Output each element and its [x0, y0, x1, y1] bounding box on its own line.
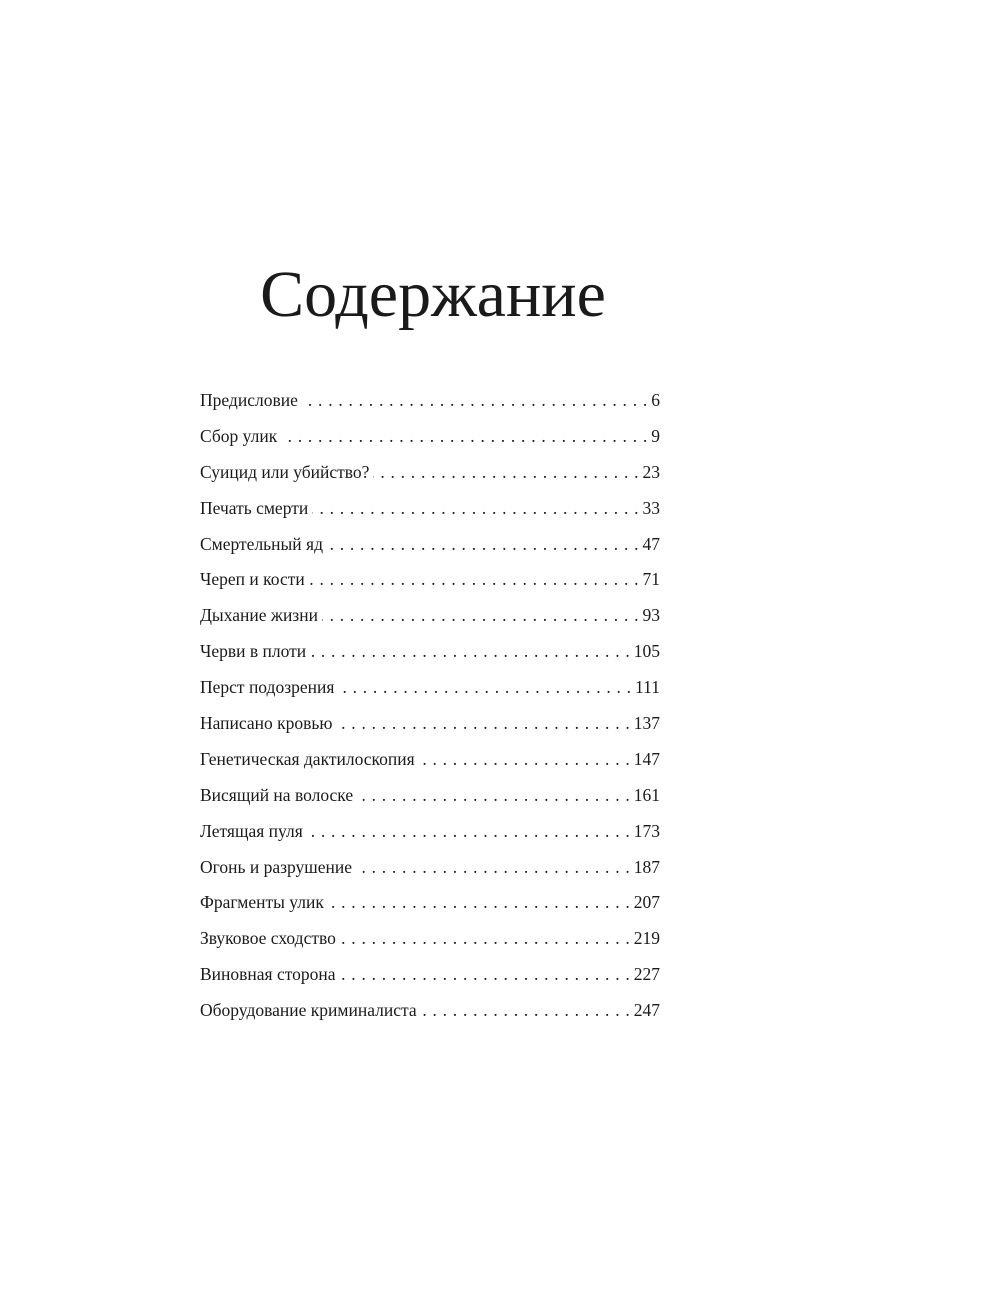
toc-page-number: 207: [633, 892, 660, 913]
dot-leader: [373, 455, 638, 491]
toc-entry: [200, 814, 660, 850]
dot-leader: [338, 670, 631, 706]
toc-entry: [200, 419, 660, 455]
dot-leader: [309, 562, 639, 598]
toc-entry: [200, 598, 660, 634]
toc-page-number: 137: [633, 713, 660, 734]
dot-leader: [312, 491, 638, 527]
toc-page-number: 47: [642, 533, 660, 554]
toc-page-number: 173: [633, 820, 660, 841]
toc-entry: [200, 921, 660, 957]
toc-entry: [200, 993, 660, 1029]
toc-entry-title: Виновная сторона: [200, 964, 336, 985]
toc-entry-title: Смертельный яд: [200, 533, 323, 554]
dot-leader: [336, 706, 629, 742]
toc-entry-title: Фрагменты улик: [200, 892, 324, 913]
toc-entry: [200, 455, 660, 491]
toc-entry-title: Звуковое сходство: [200, 928, 336, 949]
toc-entry: [200, 670, 660, 706]
toc-entry: [200, 634, 660, 670]
dot-leader: [302, 383, 647, 419]
toc-entry-title: Сбор улик: [200, 425, 278, 446]
toc-entry-title: Висящий на волоске: [200, 784, 354, 805]
page-title: Содержание: [260, 258, 606, 331]
toc-entry: [200, 383, 660, 419]
toc-page-number: 111: [635, 677, 660, 698]
dot-leader: [328, 885, 630, 921]
dot-leader: [310, 634, 630, 670]
toc-entry-title: Дыхание жизни: [200, 605, 318, 626]
toc-entry-title: Череп и кости: [200, 569, 305, 590]
toc-page-number: 227: [633, 964, 660, 985]
dot-leader: [327, 527, 639, 563]
dot-leader: [322, 598, 639, 634]
toc-entry-title: Огонь и разрушение: [200, 856, 353, 877]
toc-entry: [200, 850, 660, 886]
toc-entry-title: Печать смерти: [200, 497, 309, 518]
toc-page-number: 187: [633, 856, 660, 877]
toc-entry: [200, 527, 660, 563]
toc-entry: [200, 491, 660, 527]
toc-page-number: 247: [633, 1000, 660, 1021]
toc-entry-title: Перст подозрения: [200, 677, 335, 698]
toc-entry-title: Генетическая дактилоскопия: [200, 748, 415, 769]
toc-page-number: 93: [642, 605, 660, 626]
toc-page-number: 71: [642, 569, 660, 590]
dot-leader: [419, 742, 630, 778]
toc-page-number: 9: [651, 425, 660, 446]
toc-entry: [200, 778, 660, 814]
toc-page-number: 161: [633, 784, 660, 805]
toc-page-number: 219: [633, 928, 660, 949]
toc-entry-title: Написано кровью: [200, 713, 333, 734]
toc-entry: [200, 706, 660, 742]
toc-entry: [200, 742, 660, 778]
toc-entry-title: Летящая пуля: [200, 820, 303, 841]
toc-entry: [200, 885, 660, 921]
dot-leader: [357, 778, 630, 814]
toc-entry-title: Суицид или убийство?: [200, 461, 370, 482]
toc-entry: [200, 562, 660, 598]
toc-page-number: 147: [633, 748, 660, 769]
toc-page-number: 6: [651, 390, 660, 410]
dot-leader: [281, 419, 647, 455]
dot-leader: [421, 993, 630, 1029]
toc-page-number: 33: [642, 497, 660, 518]
toc-entry: [200, 957, 660, 993]
dot-leader: [340, 957, 630, 993]
table-of-contents: [200, 383, 660, 1029]
toc-entry-title: Предисловие: [200, 390, 298, 410]
toc-page-number: 23: [642, 461, 660, 482]
toc-entry-title: Черви в плоти: [200, 641, 307, 662]
dot-leader: [340, 921, 630, 957]
toc-entry-title: Оборудование криминалиста: [200, 1000, 417, 1021]
dot-leader: [307, 814, 630, 850]
dot-leader: [356, 850, 630, 886]
toc-page-number: 105: [633, 641, 660, 662]
